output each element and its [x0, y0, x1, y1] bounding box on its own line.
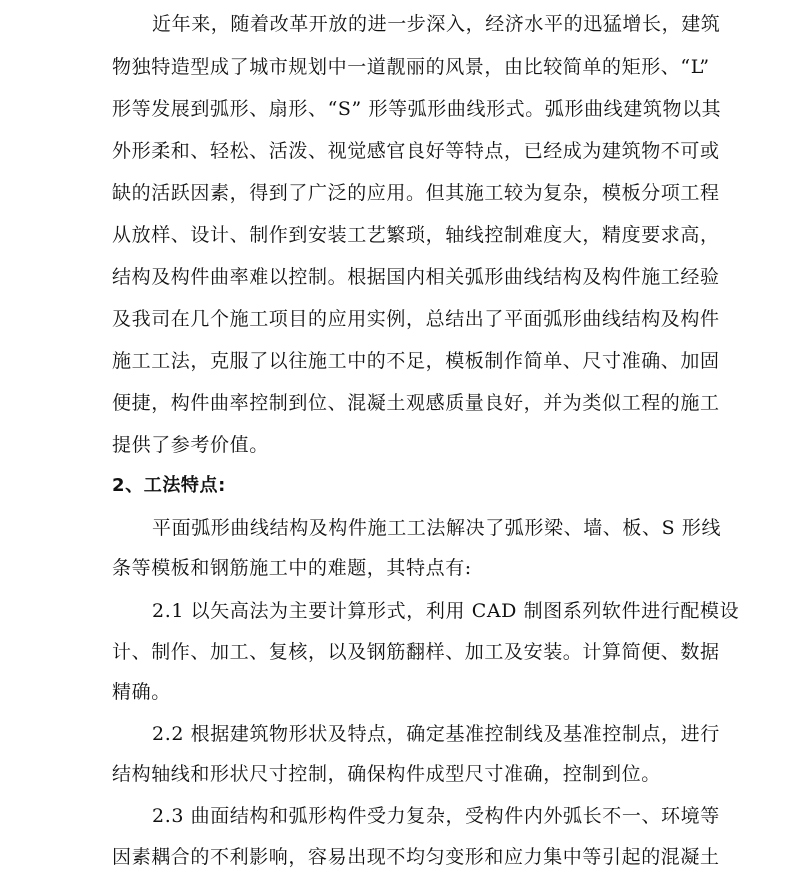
paragraph-line: 近年来，随着改革开放的进一步深入，经济水平的迅猛增长，建筑 — [152, 13, 721, 35]
list-item-line: 精确。 — [112, 681, 171, 703]
paragraph-line: 平面弧形曲线结构及构件施工工法解决了弧形梁、墙、板、S 形线 — [152, 517, 722, 539]
list-item-line: 结构轴线和形状尺寸控制，确保构件成型尺寸准确，控制到位。 — [112, 763, 661, 785]
list-item-line: 2.2 根据建筑物形状及特点，确定基准控制线及基准控制点，进行 — [152, 723, 720, 745]
list-item-line: 2.3 曲面结构和弧形构件受力复杂，受构件内外弧长不一、环境等 — [152, 805, 720, 827]
paragraph-line: 外形柔和、轻松、活泼、视觉感官良好等特点，已经成为建筑物不可或 — [112, 140, 720, 162]
paragraph-line: 结构及构件曲率难以控制。根据国内相关弧形曲线结构及构件施工经验 — [112, 266, 720, 288]
section-heading: 2、工法特点: — [112, 475, 226, 496]
paragraph-line: 条等模板和钢筋施工中的难题，其特点有: — [112, 557, 472, 579]
paragraph-line: 从放样、设计、制作到安装工艺繁琐，轴线控制难度大，精度要求高， — [112, 224, 720, 246]
paragraph-line: 物独特造型成了城市规划中一道靓丽的风景，由比较简单的矩形、“L” — [112, 56, 710, 78]
paragraph-line: 施工工法，克服了以往施工中的不足，模板制作简单、尺寸准确、加固 — [112, 350, 720, 372]
paragraph-line: 形等发展到弧形、扇形、“S” 形等弧形曲线形式。弧形曲线建筑物以其 — [112, 98, 722, 120]
paragraph-line: 便捷，构件曲率控制到位、混凝土观感质量良好，并为类似工程的施工 — [112, 392, 720, 414]
paragraph-line: 缺的活跃因素，得到了广泛的应用。但其施工较为复杂，模板分项工程 — [112, 182, 720, 204]
paragraph-line: 提供了参考价值。 — [112, 434, 269, 456]
paragraph-line: 及我司在几个施工项目的应用实例，总结出了平面弧形曲线结构及构件 — [112, 308, 720, 330]
list-item-line: 2.1 以矢高法为主要计算形式，利用 CAD 制图系列软件进行配模设 — [152, 600, 740, 622]
list-item-line: 计、制作、加工、复核，以及钢筋翻样、加工及安装。计算简便、数据 — [112, 641, 720, 663]
list-item-line: 因素耦合的不利影响，容易出现不均匀变形和应力集中等引起的混凝土 — [112, 846, 720, 868]
